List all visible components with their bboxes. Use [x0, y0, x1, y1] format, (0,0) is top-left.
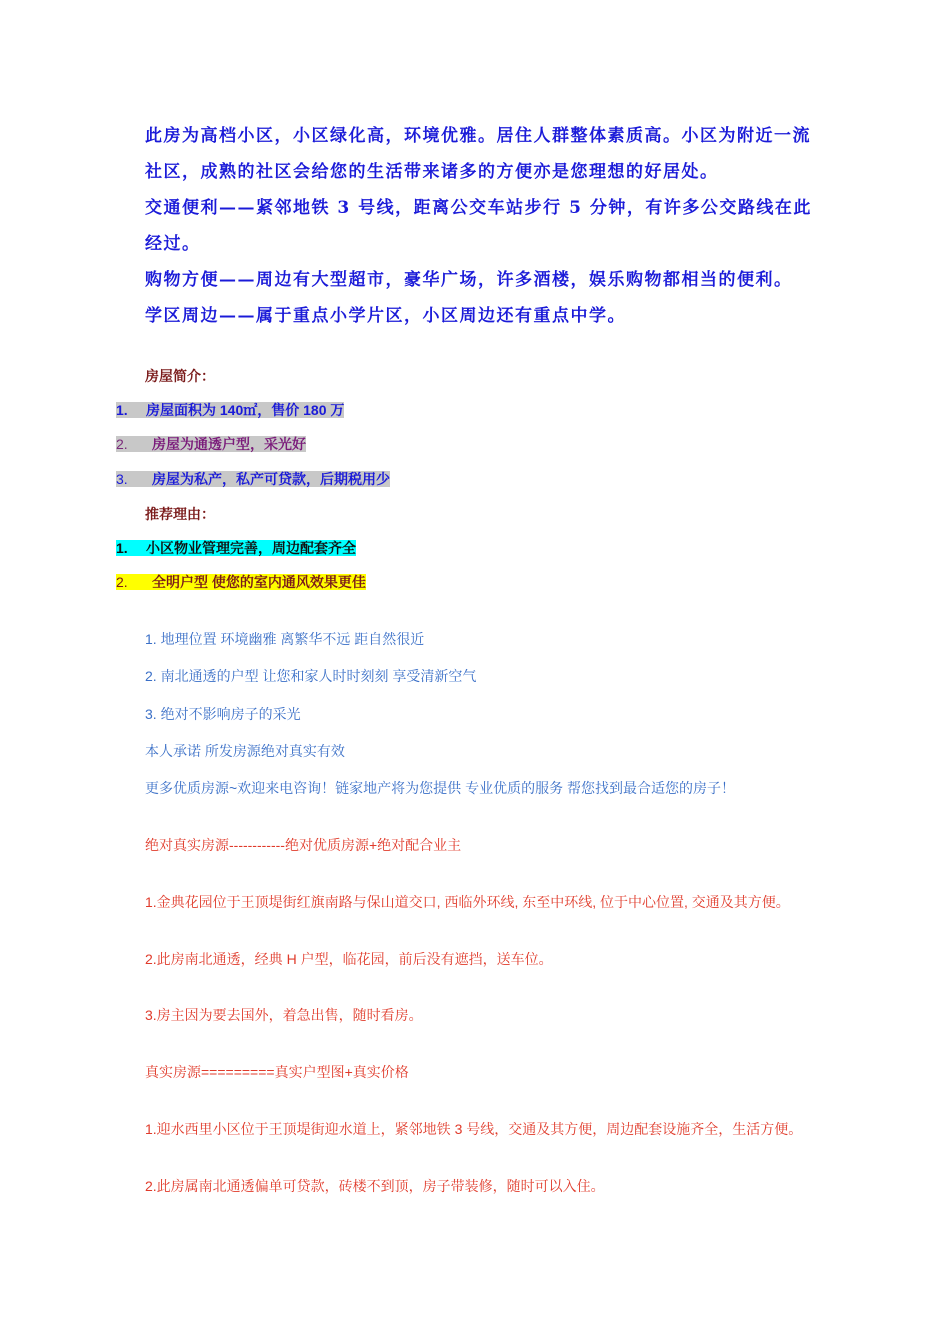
reasons-heading: 推荐理由：: [145, 506, 215, 522]
intro-paragraph: [145, 118, 815, 334]
house-intro-item: [116, 469, 390, 489]
list-text: 房屋面积为 140㎡，售价 180 万: [146, 402, 345, 418]
list-text: 小区物业管理完善，周边配套齐全: [146, 540, 356, 556]
list-number: 1.: [116, 540, 128, 556]
listing-line: 2.此房南北通透，经典 H 户型，临花园，前后没有遮挡，送车位。: [145, 951, 553, 967]
intro-line: 经过。: [145, 234, 201, 254]
reason-item: [116, 572, 366, 592]
intro-line: 社区，成熟的社区会给您的生活带来诸多的方便亦是您理想的好居处。: [145, 162, 719, 182]
feature-line: 2. 南北通透的户型 让您和家人时时刻刻 享受清新空气: [145, 668, 477, 684]
listing-line: 2.此房属南北通透偏单可贷款，砖楼不到顶，房子带装修，随时可以入住。: [145, 1178, 605, 1194]
list-text: 全明户型 使您的室内通风效果更佳: [152, 574, 366, 590]
list-number: 2.: [116, 436, 128, 452]
promise-line: 本人承诺 所发房源绝对真实有效: [145, 743, 345, 759]
list-number: 3.: [116, 471, 128, 487]
reason-item: [116, 538, 356, 558]
listing-title: 绝对真实房源------------绝对优质房源+绝对配合业主: [145, 837, 462, 853]
feature-line: 1. 地理位置 环境幽雅 离繁华不远 距自然很近: [145, 631, 425, 647]
listing-line: 3.房主因为要去国外，着急出售，随时看房。: [145, 1007, 423, 1023]
feature-line: 3. 绝对不影响房子的采光: [145, 706, 301, 722]
list-text: 房屋为通透户型，采光好: [152, 436, 306, 452]
list-number: 1.: [116, 402, 128, 418]
listing-line: 1.迎水西里小区位于王顶堤街迎水道上，紧邻地铁 3 号线，交通及其方便，周边配套设施齐全，生活方便。: [145, 1121, 803, 1137]
list-text: 房屋为私产，私产可贷款，后期税用少: [152, 471, 390, 487]
house-intro-heading: 房屋简介：: [145, 368, 215, 384]
listing-line: 1.金典花园位于王顶堤街红旗南路与保山道交口, 西临外环线, 东至中环线, 位于中心位置, 交通及其方便。: [145, 894, 790, 910]
house-intro-item: [116, 434, 306, 454]
intro-line: 此房为高档小区，小区绿化高，环境优雅。居住人群整体素质高。小区为附近一流: [145, 126, 811, 146]
listing-title: 真实房源=========真实户型图+真实价格: [145, 1064, 409, 1080]
intro-line: 学区周边——属于重点小学片区，小区周边还有重点中学。: [145, 306, 626, 326]
intro-line: 交通便利——紧邻地铁 3 号线，距离公交车站步行 5 分钟，有许多公交路线在此: [145, 198, 812, 218]
list-number: 2.: [116, 574, 128, 590]
intro-line: 购物方便——周边有大型超市，豪华广场，许多酒楼，娱乐购物都相当的便利。: [145, 270, 793, 290]
house-intro-item: [116, 400, 344, 420]
contact-line: 更多优质房源~欢迎来电咨询！链家地产将为您提供 专业优质的服务 帮您找到最合适您的房子！: [145, 780, 735, 796]
